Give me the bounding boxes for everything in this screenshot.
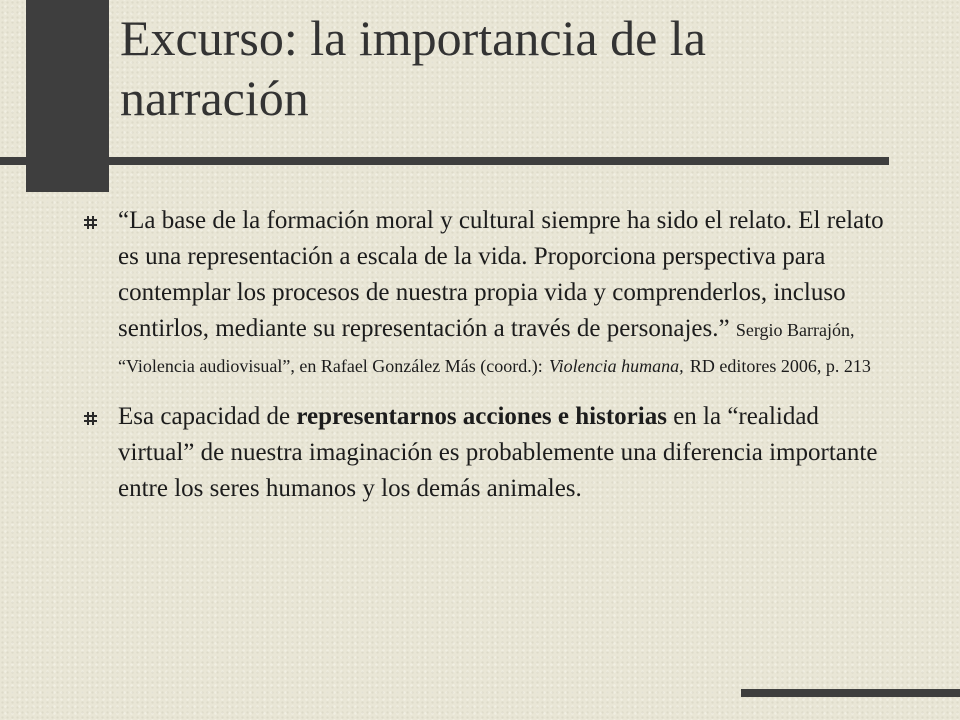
- title-underline-rule: [0, 157, 889, 165]
- bullet-item-quote: [84, 203, 884, 383]
- bottom-corner-rule: [741, 689, 960, 697]
- citation-book-title: Violencia humana,: [549, 356, 684, 376]
- capacity-emphasis: representarnos acciones e historias: [296, 403, 667, 430]
- citation-lead: Sergio Barrajón, “Violencia audiovisual”, en Rafael González Más (coord.):: [118, 320, 855, 376]
- bullet-capacity-paragraph: [118, 399, 884, 507]
- citation-tail: RD editores 2006, p. 213: [689, 356, 871, 376]
- hash-bullet-icon: [84, 216, 97, 229]
- slide-title: Excurso: la importancia de la narración: [120, 10, 706, 126]
- bullet-quote-paragraph: [118, 203, 884, 383]
- bullet-item-capacity: [84, 399, 884, 507]
- capacity-text-before: Esa capacidad de: [118, 403, 291, 430]
- slide-body: [84, 203, 884, 507]
- capacity-text-after: en la “realidad virtual” de nuestra imaginación es probablemente una diferencia importante entre los seres humanos y los demás animales.: [118, 403, 878, 502]
- quote-text: “La base de la formación moral y cultural siempre ha sido el relato. El relato es una representación a escala de la vida. Proporciona perspectiva para contemplar los procesos de nuestra propia vida y comprenderlos, incluso sentirlos, mediante su representación a través de personajes.”: [118, 207, 884, 342]
- hash-bullet-icon: [84, 412, 97, 425]
